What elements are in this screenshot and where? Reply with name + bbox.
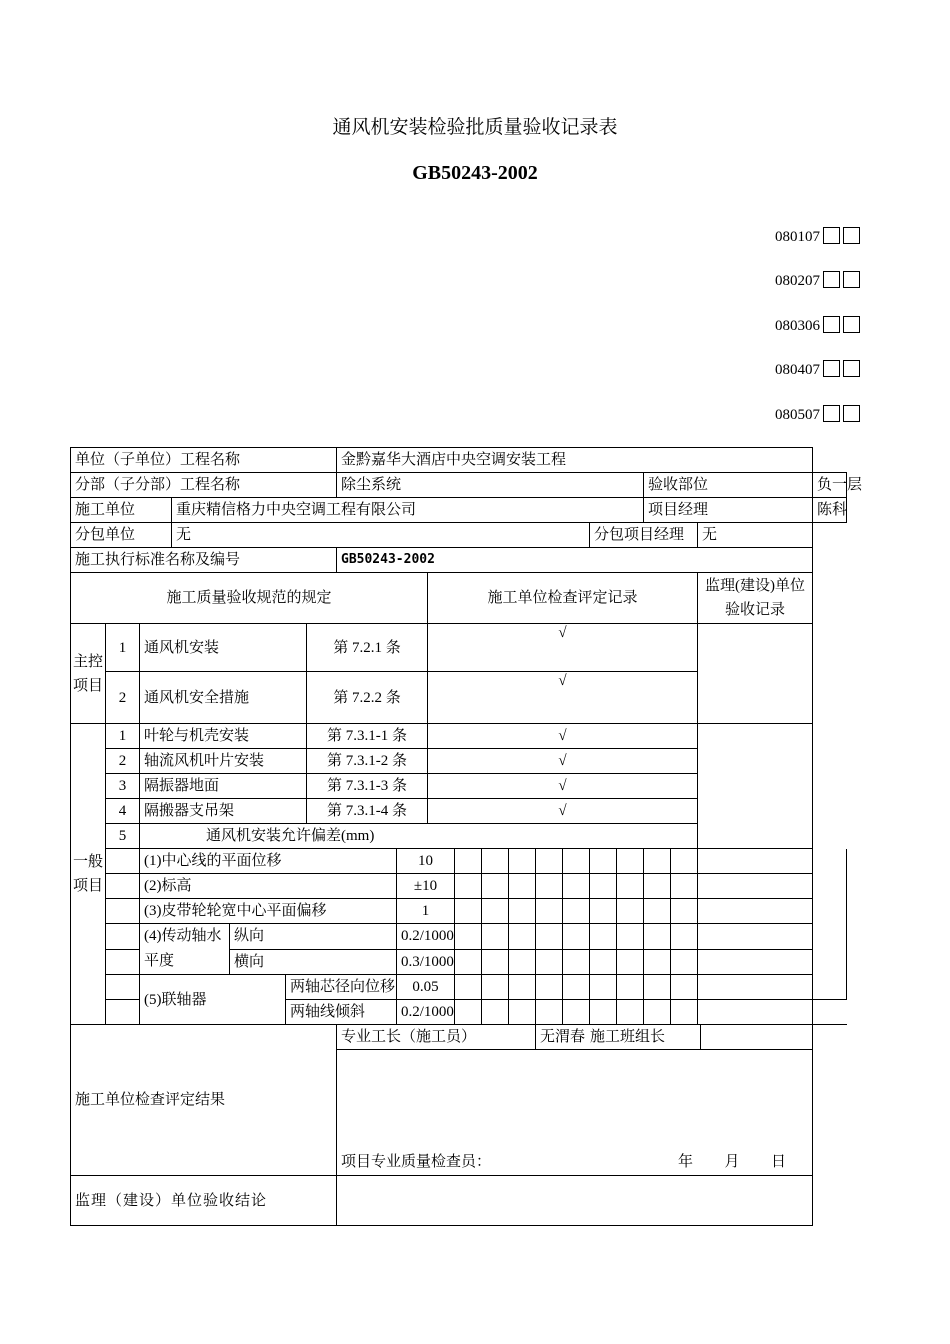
tolerance-row	[71, 849, 847, 874]
measure-cell[interactable]	[455, 949, 482, 975]
measure-cell[interactable]	[563, 949, 590, 975]
measure-cell[interactable]	[698, 874, 813, 899]
measure-cell[interactable]	[536, 924, 563, 950]
contractor-row	[71, 498, 847, 523]
item-no: 1	[106, 724, 140, 749]
tolerance-row	[71, 924, 847, 950]
item-clause: 第 7.3.1-4 条	[307, 799, 428, 824]
unit-label: 单位（子单位）工程名称	[71, 448, 337, 473]
standard-code: GB50243-2002	[412, 162, 538, 184]
code-checkbox[interactable]	[823, 227, 840, 244]
measure-cell[interactable]	[617, 874, 644, 899]
check-record-header: 施工单位检查评定记录	[428, 573, 698, 624]
tolerance-value: 0.2/1000	[397, 1000, 455, 1025]
item-clause: 第 7.3.1-1 条	[307, 724, 428, 749]
code-checkbox[interactable]	[843, 271, 860, 288]
tolerance-row	[71, 975, 847, 1000]
general-items-label: 一般项目	[71, 724, 106, 1025]
team-leader-label: 施工班组长	[586, 1025, 701, 1049]
form-code: 080306	[775, 318, 820, 334]
foreman-value: 无渭春	[536, 1025, 698, 1050]
measure-cell[interactable]	[698, 975, 813, 1000]
measure-cell[interactable]	[536, 874, 563, 899]
measure-cell[interactable]	[482, 975, 509, 1000]
measure-cell[interactable]	[644, 975, 671, 1000]
month-label: 月	[724, 1154, 740, 1170]
item-result: √	[428, 749, 698, 774]
contractor-value: 重庆精信格力中央空调工程有限公司	[172, 498, 644, 523]
measure-cell[interactable]	[671, 849, 698, 874]
measure-cell[interactable]	[590, 1000, 617, 1025]
measure-cell[interactable]	[644, 874, 671, 899]
tolerance-value: 0.05	[397, 975, 455, 1000]
measure-cell[interactable]	[617, 899, 644, 924]
supervision-row	[71, 1176, 847, 1226]
tolerance-value: 0.3/1000	[397, 949, 455, 975]
foreman-label: 专业工长（施工员）	[337, 1025, 536, 1050]
exec-std-row	[71, 548, 847, 573]
measure-cell[interactable]	[482, 1000, 509, 1025]
unit-row	[71, 448, 847, 473]
code-checkbox[interactable]	[823, 360, 840, 377]
measure-cell[interactable]	[509, 975, 536, 1000]
page-title: 通风机安装检验批质量验收记录表	[332, 116, 618, 138]
measure-cell[interactable]	[536, 1000, 563, 1025]
tolerance-row	[71, 874, 847, 899]
day-label: 日	[771, 1154, 787, 1170]
item-no: 1	[106, 624, 140, 672]
measure-cell[interactable]	[536, 949, 563, 975]
tolerance-row	[71, 899, 847, 924]
measure-cell[interactable]	[563, 874, 590, 899]
measure-cell[interactable]	[698, 949, 813, 975]
measure-cell[interactable]	[455, 924, 482, 950]
measure-cell[interactable]	[644, 899, 671, 924]
main-item-row	[71, 624, 847, 672]
form-code-row	[775, 224, 860, 246]
result-label: 施工单位检查评定结果	[71, 1025, 337, 1176]
acceptance-part-label: 验收部位	[644, 473, 813, 498]
tolerance-name: (2)标高	[140, 874, 397, 899]
item-result: √	[428, 799, 698, 824]
measure-cell[interactable]	[509, 849, 536, 874]
supervision-conclusion-label: 监理（建设）单位验收结论	[71, 1176, 337, 1226]
measure-cell[interactable]	[644, 924, 671, 950]
subcontractor-row	[71, 523, 847, 548]
measure-cell[interactable]	[590, 949, 617, 975]
foreman-row	[71, 1025, 847, 1050]
tolerance-name: (4)传动轴水平度	[140, 924, 230, 975]
item-name: 轴流风机叶片安装	[140, 749, 307, 774]
measure-cell[interactable]	[563, 924, 590, 950]
general-supervision-cell[interactable]	[698, 724, 813, 849]
item-result: √	[428, 774, 698, 799]
main-supervision-cell[interactable]	[698, 624, 813, 724]
measure-cell[interactable]	[671, 924, 698, 950]
result-cell[interactable]	[337, 1050, 813, 1176]
item-name: 隔振器地面	[140, 774, 307, 799]
form-code-row	[775, 313, 860, 335]
measure-cell[interactable]	[509, 874, 536, 899]
exec-std-label: 施工执行标准名称及编号	[71, 548, 337, 573]
item-clause: 第 7.2.1 条	[307, 624, 428, 672]
measure-cell[interactable]	[563, 849, 590, 874]
item-no: 4	[106, 799, 140, 824]
measure-cell[interactable]	[617, 849, 644, 874]
form-code: 080107	[775, 229, 820, 245]
measure-cell[interactable]	[455, 1000, 482, 1025]
tolerance-name: (3)皮带轮轮宽中心平面偏移	[140, 899, 397, 924]
measure-cell[interactable]	[482, 874, 509, 899]
measure-cell[interactable]	[455, 899, 482, 924]
form-code: 080207	[775, 273, 820, 289]
tolerance-name: (1)中心线的平面位移	[140, 849, 397, 874]
measure-cell[interactable]	[482, 849, 509, 874]
acceptance-part-value: 负一层	[813, 473, 847, 498]
form-code: 080507	[775, 407, 820, 423]
measure-cell[interactable]	[698, 899, 813, 924]
tolerance-name: (5)联轴器	[140, 975, 286, 1025]
measure-cell[interactable]	[482, 924, 509, 950]
tolerance-value: 0.2/1000	[397, 924, 455, 950]
general-item-row	[71, 724, 847, 749]
item-name: 通风机安装	[140, 624, 307, 672]
spec-header: 施工质量验收规范的规定	[71, 573, 428, 624]
measure-cell[interactable]	[671, 949, 698, 975]
measure-cell[interactable]	[482, 899, 509, 924]
unit-value: 金黔嘉华大酒店中央空调安装工程	[337, 448, 813, 473]
subcontractor-label: 分包单位	[71, 523, 172, 548]
sub-pm-label: 分包项目经理	[590, 523, 698, 548]
item-name: 隔搬器支吊架	[140, 799, 307, 824]
measure-cell[interactable]	[536, 975, 563, 1000]
measure-cell[interactable]	[536, 849, 563, 874]
form-code-row	[775, 268, 860, 290]
pm-label: 项目经理	[644, 498, 813, 523]
code-checkbox[interactable]	[843, 316, 860, 333]
code-checkbox[interactable]	[823, 271, 840, 288]
year-label: 年	[677, 1154, 693, 1170]
measure-cell[interactable]	[617, 1000, 644, 1025]
item-no: 2	[106, 672, 140, 724]
measure-cell[interactable]	[617, 949, 644, 975]
measure-cell[interactable]	[590, 924, 617, 950]
measure-cell[interactable]	[509, 899, 536, 924]
measure-cell[interactable]	[698, 849, 813, 874]
sub-pm-value: 无	[698, 523, 813, 548]
tolerance-value: 1	[397, 899, 455, 924]
measure-cell[interactable]	[536, 899, 563, 924]
pm-value: 陈科	[813, 498, 847, 523]
item-name: 叶轮与机壳安装	[140, 724, 307, 749]
inspector-label: 项目专业质量检查员：	[341, 1154, 492, 1170]
item-clause: 第 7.3.1-3 条	[307, 774, 428, 799]
supervision-conclusion-cell[interactable]	[337, 1176, 813, 1226]
measure-cell[interactable]	[698, 1000, 813, 1025]
measure-cell[interactable]	[590, 899, 617, 924]
tolerance-title: 通风机安装允许偏差(mm)	[140, 824, 698, 849]
measure-cell[interactable]	[671, 899, 698, 924]
tolerance-subname: 两轴芯径向位移	[286, 975, 397, 1000]
item-no: 2	[106, 749, 140, 774]
measure-cell[interactable]	[644, 949, 671, 975]
code-checkbox[interactable]	[823, 405, 840, 422]
form-code-row	[775, 357, 860, 379]
measure-cell[interactable]	[590, 874, 617, 899]
measure-cell[interactable]	[698, 924, 813, 950]
exec-std-value: GB50243-2002	[337, 548, 813, 573]
measure-cell[interactable]	[455, 874, 482, 899]
measure-cell[interactable]	[590, 849, 617, 874]
measure-cell[interactable]	[644, 1000, 671, 1025]
item-clause: 第 7.2.2 条	[307, 672, 428, 724]
measure-cell[interactable]	[671, 874, 698, 899]
measure-cell[interactable]	[644, 849, 671, 874]
item-clause: 第 7.3.1-2 条	[307, 749, 428, 774]
measure-cell[interactable]	[671, 975, 698, 1000]
tolerance-subname: 纵向	[230, 924, 397, 950]
tolerance-value: 10	[397, 849, 455, 874]
item-name: 通风机安全措施	[140, 672, 307, 724]
item-result: √	[428, 672, 698, 724]
measure-cell[interactable]	[509, 949, 536, 975]
measure-cell[interactable]	[509, 924, 536, 950]
tolerance-subname: 横向	[230, 949, 397, 975]
division-value: 除尘系统	[337, 473, 644, 498]
code-checkbox[interactable]	[843, 227, 860, 244]
item-no: 3	[106, 774, 140, 799]
item-result: √	[428, 724, 698, 749]
tolerance-subname: 两轴线倾斜	[286, 1000, 397, 1025]
measure-cell[interactable]	[617, 975, 644, 1000]
measure-cell[interactable]	[563, 975, 590, 1000]
code-checkbox[interactable]	[823, 316, 840, 333]
measure-cell[interactable]	[590, 975, 617, 1000]
form-code-row	[775, 402, 860, 424]
inspection-table	[70, 447, 863, 1226]
measure-cell[interactable]	[563, 899, 590, 924]
contractor-label: 施工单位	[71, 498, 172, 523]
item-no: 5	[106, 824, 140, 849]
supervision-header: 监理(建设)单位验收记录	[698, 573, 813, 624]
division-label: 分部（子分部）工程名称	[71, 473, 337, 498]
measure-cell[interactable]	[671, 1000, 698, 1025]
item-result: √	[428, 624, 698, 672]
measure-cell[interactable]	[482, 949, 509, 975]
subcontractor-value: 无	[172, 523, 590, 548]
main-items-label: 主控项目	[71, 624, 106, 724]
tolerance-value: ±10	[397, 874, 455, 899]
measure-cell[interactable]	[509, 1000, 536, 1025]
division-row	[71, 473, 847, 498]
form-code: 080407	[775, 362, 820, 378]
code-checkbox[interactable]	[843, 405, 860, 422]
measure-cell[interactable]	[455, 849, 482, 874]
column-header-row	[71, 573, 847, 624]
code-checkbox[interactable]	[843, 360, 860, 377]
measure-cell[interactable]	[563, 1000, 590, 1025]
measure-cell[interactable]	[455, 975, 482, 1000]
measure-cell[interactable]	[617, 924, 644, 950]
